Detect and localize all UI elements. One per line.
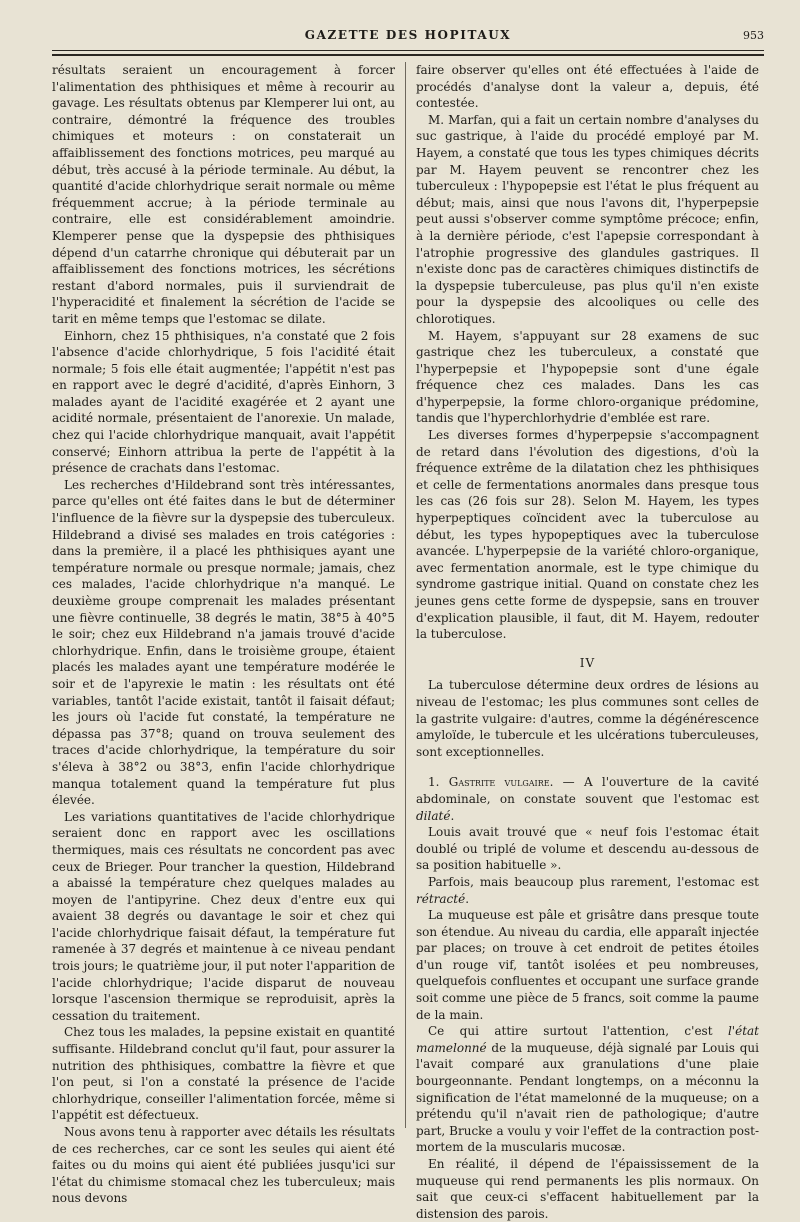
running-title: GAZETTE DES HOPITAUX	[304, 28, 512, 42]
section-heading: IV	[579, 655, 596, 670]
paragraph: Les recherches d'Hildebrand sont très intéressantes, parce qu'elles ont été faites dans le but de déterminer l'influence de la fièvre sur la dyspepsie des tuberculeux. Hildebrand a divisé ses malades en trois catégories : dans la première, il a placé les phthisiques ayant une température normale ou presque normale; jamais, chez ces malades, l'acide chlorhydrique n'a manqué. Le deuxième groupe comprenait les malades présentant une fièvre continuelle, 38 degrés le matin, 38°5 à 40°5 le soir; chez eux Hildebrand n'a jamais trouvé d'acide chlorhydrique. Enfin, dans le troisième groupe, étaient placés les malades ayant une température modérée le soir et de l'apyrexie le matin : les résultats ont été variables, tantôt l'acide existait, tantôt il faisait défaut; les jours où l'acide fut constaté, la température ne dépassa pas 37°8; quand on trouva seulement des traces d'acide chlorhydrique, la température du soir s'éleva à 38°2 ou 38°3, enfin l'acide chlorhydrique manqua totalement quand la température fut plus élevée.	[52, 477, 395, 808]
paragraph: M. Hayem, s'appuyant sur 28 examens de suc gastrique chez les tuberculeux, a constaté que l'hyperpepsie et l'hypopepsie sont d'une égale fréquence chez ces malades. Dans les cas d'hyperpepsie, la forme chloro-organique prédomine, tandis que l'hyperchlorhydrie d'emblée est rare.	[416, 328, 759, 426]
subsection-heading: Gastrite vulgaire.	[448, 775, 554, 790]
header-rule-thick	[52, 54, 764, 56]
paragraph: En réalité, il dépend de l'épaississement de la muqueuse qui rend permanents les plis normaux. On sait que ceux-ci s'effacent habituellement par la distension des parois.	[416, 1157, 759, 1221]
paragraph: faire observer qu'elles ont été effectuées à l'aide de procédés d'analyse dont la valeur a, depuis, été contestée.	[416, 63, 759, 111]
left-column	[52, 62, 395, 1207]
paragraph: Louis avait trouvé que « neuf fois l'estomac était doublé ou triplé de volume et descendu au-dessous de sa position habituelle ».	[416, 825, 759, 873]
paragraph: Nous avons tenu à rapporter avec détails les résultats de ces recherches, car ce sont les seules qui aient été faites ou du moins qui aient été publiées jusqu'ici sur l'état du chimisme stomacal chez les tuberculeux; mais nous devons	[52, 1125, 395, 1206]
paragraph-text: — A l'ouverture de la cavité abdominale, on constate souvent que l'estomac est	[416, 775, 759, 806]
punctuation: .	[465, 891, 470, 906]
column-divider	[405, 62, 406, 1128]
page-number: 953	[743, 29, 764, 42]
emphasis: dilaté	[416, 808, 451, 823]
header-rule-thin	[52, 50, 764, 51]
paragraph: La tuberculose détermine deux ordres de lésions au niveau de l'estomac; les plus communes sont celles de la gastrite vulgaire: d'autres, comme la dégénérescence amyloïde, le tubercule et les ulcérations tuberculeuses, sont exceptionnelles.	[416, 678, 759, 759]
paragraph	[416, 1023, 759, 1156]
paragraph	[416, 874, 759, 907]
paragraph-text: Ce qui attire surtout l'attention, c'est	[428, 1024, 728, 1039]
page-header	[52, 24, 764, 46]
right-column	[416, 62, 759, 1222]
emphasis: l'état mamelonné	[416, 1024, 759, 1055]
paragraph: Chez tous les malades, la pepsine existait en quantité suffisante. Hildebrand conclut qu'il faut, pour assurer la nutrition des phthisiques, combattre la fièvre et que l'on peut, si l'on a constaté la présence de l'acide chlorhydrique, conseiller l'alimentation forcée, même si l'appétit est défectueux.	[52, 1025, 395, 1123]
paragraph-text: Parfois, mais beaucoup plus rarement, l'estomac est	[428, 874, 759, 889]
emphasis: rétracté	[416, 891, 466, 906]
item-number: 1.	[428, 775, 440, 790]
paragraph: M. Marfan, qui a fait un certain nombre d'analyses du suc gastrique, à l'aide du procédé employé par M. Hayem, a constaté que tous les types chimiques décrits par M. Hayem peuvent se rencontrer chez les tuberculeux : l'hypopepsie est l'état le plus fréquent au début; mais, ainsi que nous l'avons dit, l'hyperpepsie peut aussi s'observer comme symptôme précoce; enfin, à la dernière période, c'est l'apepsie correspondant à l'atrophie progressive des glandules gastriques. Il n'existe donc pas de caractères chimiques distinctifs de la dyspepsie tuberculeuse, pas plus qu'il n'en existe pour la dyspepsie des alcooliques ou celle des chlorotiques.	[416, 112, 759, 326]
paragraph: Les variations quantitatives de l'acide chlorhydrique seraient donc en rapport avec les oscillations thermiques, mais ces résultats ne concordent pas avec ceux de Brieger. Pour trancher la question, Hildebrand a abaissé la température chez quelques malades au moyen de l'antipyrine. Chez deux d'entre eux qui avaient 38 degrés ou davantage le soir et chez qui l'acide chlorhydrique faisait défaut, la température fut ramenée à 37 degrés et maintenue à ce niveau pendant trois jours; le quatrième jour, il put noter l'apparition de l'acide chlorhydrique; l'acide disparut de nouveau lorsque l'ascension thermique se reproduisit, après la cessation du traitement.	[52, 809, 395, 1023]
paragraph: résultats seraient un encouragement à forcer l'alimentation des phthisiques et même à recourir au gavage. Les résultats obtenus par Klemperer lui ont, au contraire, démontré la fréquence des troubles chimiques et moteurs : on constaterait un affaiblissement des fonctions motrices, peu marqué au début, très accusé à la période terminale. Au début, la quantité d'acide chlorhydrique serait normale ou même fréquemment accrue; à la période terminale au contraire, elle est considérablement amoindrie. Klemperer pense que la dyspepsie des phthisiques dépend d'un catarrhe chronique qui débuterait par un affaiblissement des fonctions motrices, les sécrétions restant d'abord normales, puis il surviendrait de l'hyperacidité et finalement la sécrétion de l'acide se tarit en même temps que l'estomac se dilate.	[52, 63, 395, 326]
spacer	[416, 760, 759, 774]
paragraph: Einhorn, chez 15 phthisiques, n'a constaté que 2 fois l'absence d'acide chlorhydrique, 5 fois l'acidité était normale; 5 fois elle était augmentée; l'appétit n'est pas en rapport avec le degré d'acidité, d'après Einhorn, 3 malades ayant de l'acidité exagérée et 2 ayant une acidité normale, présentaient de l'anorexie. Un malade, chez qui l'acide chlorhydrique manquait, avait l'appétit conservé; Einhorn attribua la perte de l'appétit à la présence de crachats dans l'estomac.	[52, 328, 395, 476]
paragraph: La muqueuse est pâle et grisâtre dans presque toute son étendue. Au niveau du cardia, elle apparaît injectée par places; on trouve à cet endroit de petites étoiles d'un rouge vif, tantôt isolées et peu nombreuses, quelquefois confluentes et occupant une surface grande soit comme une pièce de 5 francs, soit comme la paume de la main.	[416, 908, 759, 1022]
paragraph: Les diverses formes d'hyperpepsie s'accompagnent de retard dans l'évolution des digestions, d'où la fréquence extrême de la dilatation chez les phthisiques et celle de fermentations anormales dans presque tous les cas (26 fois sur 28). Selon M. Hayem, les types hyperpeptiques coïncident avec la tuberculose au début, les types hypopeptiques avec la tuberculose avancée. L'hyperpepsie de la variété chloro-organique, avec fermentation anormale, est le type chimique du syndrome gastrique initial. Quand on constate chez les jeunes gens cette forme de dyspepsie, sans en trouver d'explication plausible, il faut, dit M. Hayem, redouter la tuberculose.	[416, 428, 759, 642]
paragraph-text: de la muqueuse, déjà signalé par Louis qui l'avait comparé aux granulations d'une plaie bourgeonnante. Pendant longtemps, on a méconnu la signification de l'état mamelonné de la muqueuse; on a prétendu qu'il n'avait rien de pathologique; d'autre part, Brucke a voulu y voir l'effet de la contraction post-mortem de la muscularis mucosæ.	[416, 1040, 759, 1155]
subsection-paragraph	[416, 774, 759, 824]
punctuation: .	[450, 808, 455, 823]
